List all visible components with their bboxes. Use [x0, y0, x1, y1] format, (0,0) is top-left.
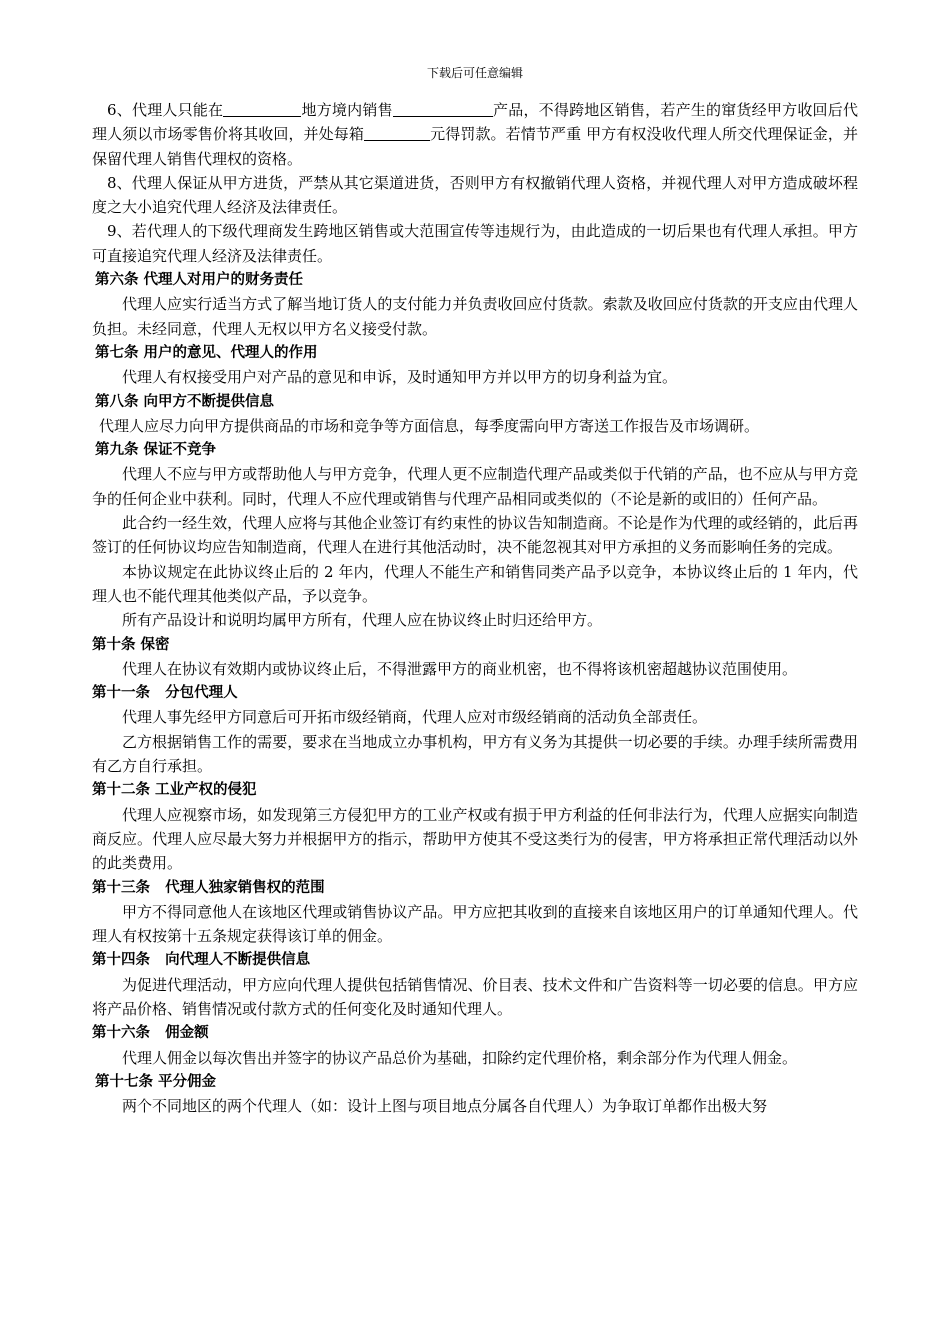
article-9-text-4: 所有产品设计和说明均属甲方所有，代理人应在协议终止时归还给甲方。 [122, 611, 603, 630]
article-11-heading: 第十一条 分包代理人 [92, 685, 238, 702]
article-11-text-2: 乙方根据销售工作的需要，要求在当地成立办事机构，甲方有义务为其提供一切必要的手续。办理手续所需费用有乙方自行承担。 [92, 732, 858, 776]
article-13-text: 甲方不得同意他人在该地区代理或销售协议产品。甲方应把其收到的直接来自该地区用户的订单通知代理人。代理人有权按第十五条规定获得该订单的佣金。 [92, 902, 858, 946]
article-9-text-2: 此合约一经生效，代理人应将与其他企业签订有约束性的协议告知制造商。不论是作为代理的或经销的，此后再签订的任何协议均应告知制造商，代理人在进行其他活动时，决不能忽视其对甲方承担的义务而影响任务的完成。 [92, 514, 858, 557]
article-17-text: 两个不同地区的两个代理人（如：设计上图与项目地点分属各自代理人）为争取订单都作出极大努 [122, 1097, 768, 1116]
article-17-heading: 第十七条 平分佣金 [95, 1073, 217, 1090]
article-16-text: 代理人佣金以每次售出并签字的协议产品总价为基础，扣除约定代理价格，剩余部分作为代理人佣金。 [122, 1048, 798, 1067]
clause-6-item: 6、代理人只能在 地方境内销售 产品，不得跨地区销售，若产生的窜货经甲方收回后代理人须以市场零售价将其收回，并处每箱 元得罚款。若情节严重 甲方有权没收代理人所交代理保证金，并保留代理人销售代理权的资格。 [92, 101, 858, 168]
clause-9-item: 9、若代理人的下级代理商发生跨地区销售或大范围宣传等违规行为，由此造成的一切后果也有代理人承担。甲方可直接追究代理人经济及法律责任。 [92, 222, 858, 265]
article-14-heading: 第十四条 向代理人不断提供信息 [92, 952, 311, 969]
article-12-heading: 第十二条 工业产权的侵犯 [92, 782, 257, 799]
article-13-heading: 第十三条 代理人独家销售权的范围 [92, 879, 325, 896]
article-9-heading: 第九条 保证不竞争 [95, 442, 217, 459]
article-8-heading: 第八条 向甲方不断提供信息 [95, 393, 275, 410]
article-10-heading: 第十条 保密 [92, 636, 170, 653]
article-14-text: 为促进代理活动，甲方应向代理人提供包括销售情况、价目表、技术文件和广告资料等一切必要的信息。甲方应将产品价格、销售情况或付款方式的任何变化及时通知代理人。 [92, 975, 858, 1018]
article-9-text-1: 代理人不应与甲方或帮助他人与甲方竞争，代理人更不应制造代理产品或类似于代销的产品，也不应从与甲方竞争的任何企业中获利。同时，代理人不应代理或销售与代理产品相同或类似的（不论是新的或旧的）任何产品。 [92, 465, 858, 508]
article-16-heading: 第十六条 佣金额 [92, 1025, 209, 1042]
blank-line [364, 125, 430, 141]
clause-8-item: 8、代理人保证从甲方进货，严禁从其它渠道进货，否则甲方有权撤销代理人资格，并视代理人对甲方造成破坏程度之大小追究代理人经济及法律责任。 [92, 173, 858, 217]
page-header: 下载后可任意编辑 [426, 66, 523, 80]
blank-line [223, 101, 301, 117]
article-12-text: 代理人应视察市场，如发现第三方侵犯甲方的工业产权或有损于甲方利益的任何非法行为，代理人应据实向制造商反应。代理人应尽最大努力并根据甲方的指示，帮助甲方使其不受这类行为的侵害，甲方将承担正常代理活动以外的此类费用。 [92, 805, 858, 873]
article-11-text-1: 代理人事先经甲方同意后可开拓市级经销商，代理人应对市级经销商的活动负全部责任。 [122, 708, 708, 727]
article-6-text: 代理人应实行适当方式了解当地订货人的支付能力并负责收回应付货款。索款及收回应付货款的开支应由代理人负担。未经同意，代理人无权以甲方名义接受付款。 [92, 295, 858, 338]
article-7-heading: 第七条 用户的意见、代理人的作用 [95, 344, 318, 361]
blank-line [393, 101, 493, 117]
article-10-text: 代理人在协议有效期内或协议终止后，不得泄露甲方的商业机密，也不得将该机密超越协议范围使用。 [122, 659, 798, 678]
article-6-heading: 第六条 代理人对用户的财务责任 [95, 272, 304, 289]
article-8-text: 代理人应尽力向甲方提供商品的市场和竞争等方面信息，每季度需向甲方寄送工作报告及市场调研。 [99, 416, 760, 435]
article-9-text-3: 本协议规定在此协议终止后的 2 年内，代理人不能生产和销售同类产品予以竞争，本协议终止后的 1 年内，代理人也不能代理其他类似产品，予以竞争。 [92, 562, 858, 605]
document-body [92, 98, 858, 1118]
article-7-text: 代理人有权接受用户对产品的意见和申诉，及时通知甲方并以甲方的切身利益为宜。 [122, 368, 678, 387]
